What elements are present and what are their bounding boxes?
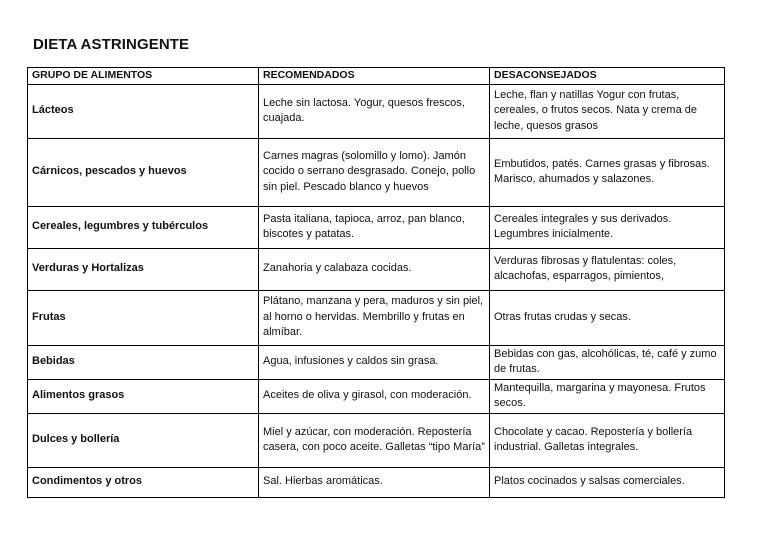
header-recommended: RECOMENDADOS (259, 68, 490, 85)
table-row (28, 345, 725, 379)
discouraged-cell: Platos cocinados y salsas comerciales. (490, 467, 725, 497)
recommended-cell: Carnes magras (solomillo y lomo). Jamón cocido o serrano desgrasado. Conejo, pollo sin piel. Pescado blanco y huevos (259, 138, 490, 206)
table-row (28, 413, 725, 467)
table-row (28, 248, 725, 290)
table-row (28, 379, 725, 413)
table-header-row (28, 68, 725, 85)
group-cell: Cárnicos, pescados y huevos (28, 138, 259, 206)
header-group: GRUPO DE ALIMENTOS (28, 68, 259, 85)
discouraged-cell: Otras frutas crudas y secas. (490, 290, 725, 345)
group-cell: Condimentos y otros (28, 467, 259, 497)
recommended-cell: Miel y azúcar, con moderación. Repostería casera, con poco aceite. Galletas “tipo María” (259, 413, 490, 467)
table-row (28, 290, 725, 345)
recommended-cell: Plátano, manzana y pera, maduros y sin piel, al horno o hervidas. Membrillo y frutas en almíbar. (259, 290, 490, 345)
discouraged-cell: Leche, flan y natillas Yogur con frutas, cereales, o frutos secos. Nata y crema de leche, quesos grasos (490, 84, 725, 138)
group-cell: Dulces y bollería (28, 413, 259, 467)
diet-table (27, 67, 725, 498)
recommended-cell: Aceites de oliva y girasol, con moderación. (259, 379, 490, 413)
table-row (28, 138, 725, 206)
group-cell: Alimentos grasos (28, 379, 259, 413)
discouraged-cell: Mantequilla, margarina y mayonesa. Frutos secos. (490, 379, 725, 413)
recommended-cell: Zanahoria y calabaza cocidas. (259, 248, 490, 290)
discouraged-cell: Verduras fibrosas y flatulentas: coles, alcachofas, esparragos, pimientos, (490, 248, 725, 290)
table-row (28, 467, 725, 497)
table-row (28, 84, 725, 138)
document-title: DIETA ASTRINGENTE (33, 36, 190, 53)
discouraged-cell: Embutidos, patés. Carnes grasas y fibrosas. Marisco, ahumados y salazones. (490, 138, 725, 206)
group-cell: Cereales, legumbres y tubérculos (28, 206, 259, 248)
recommended-cell: Pasta italiana, tapioca, arroz, pan blanco, biscotes y patatas. (259, 206, 490, 248)
recommended-cell: Sal. Hierbas aromáticas. (259, 467, 490, 497)
group-cell: Bebidas (28, 345, 259, 379)
recommended-cell: Leche sin lactosa. Yogur, quesos frescos, cuajada. (259, 84, 490, 138)
recommended-cell: Agua, infusiones y caldos sin grasa. (259, 345, 490, 379)
group-cell: Frutas (28, 290, 259, 345)
group-cell: Verduras y Hortalizas (28, 248, 259, 290)
table-row (28, 206, 725, 248)
discouraged-cell: Bebidas con gas, alcohólicas, té, café y zumo de frutas. (490, 345, 725, 379)
group-cell: Lácteos (28, 84, 259, 138)
discouraged-cell: Chocolate y cacao. Repostería y bollería industrial. Galletas integrales. (490, 413, 725, 467)
discouraged-cell: Cereales integrales y sus derivados. Legumbres inicialmente. (490, 206, 725, 248)
header-discouraged: DESACONSEJADOS (490, 68, 725, 85)
